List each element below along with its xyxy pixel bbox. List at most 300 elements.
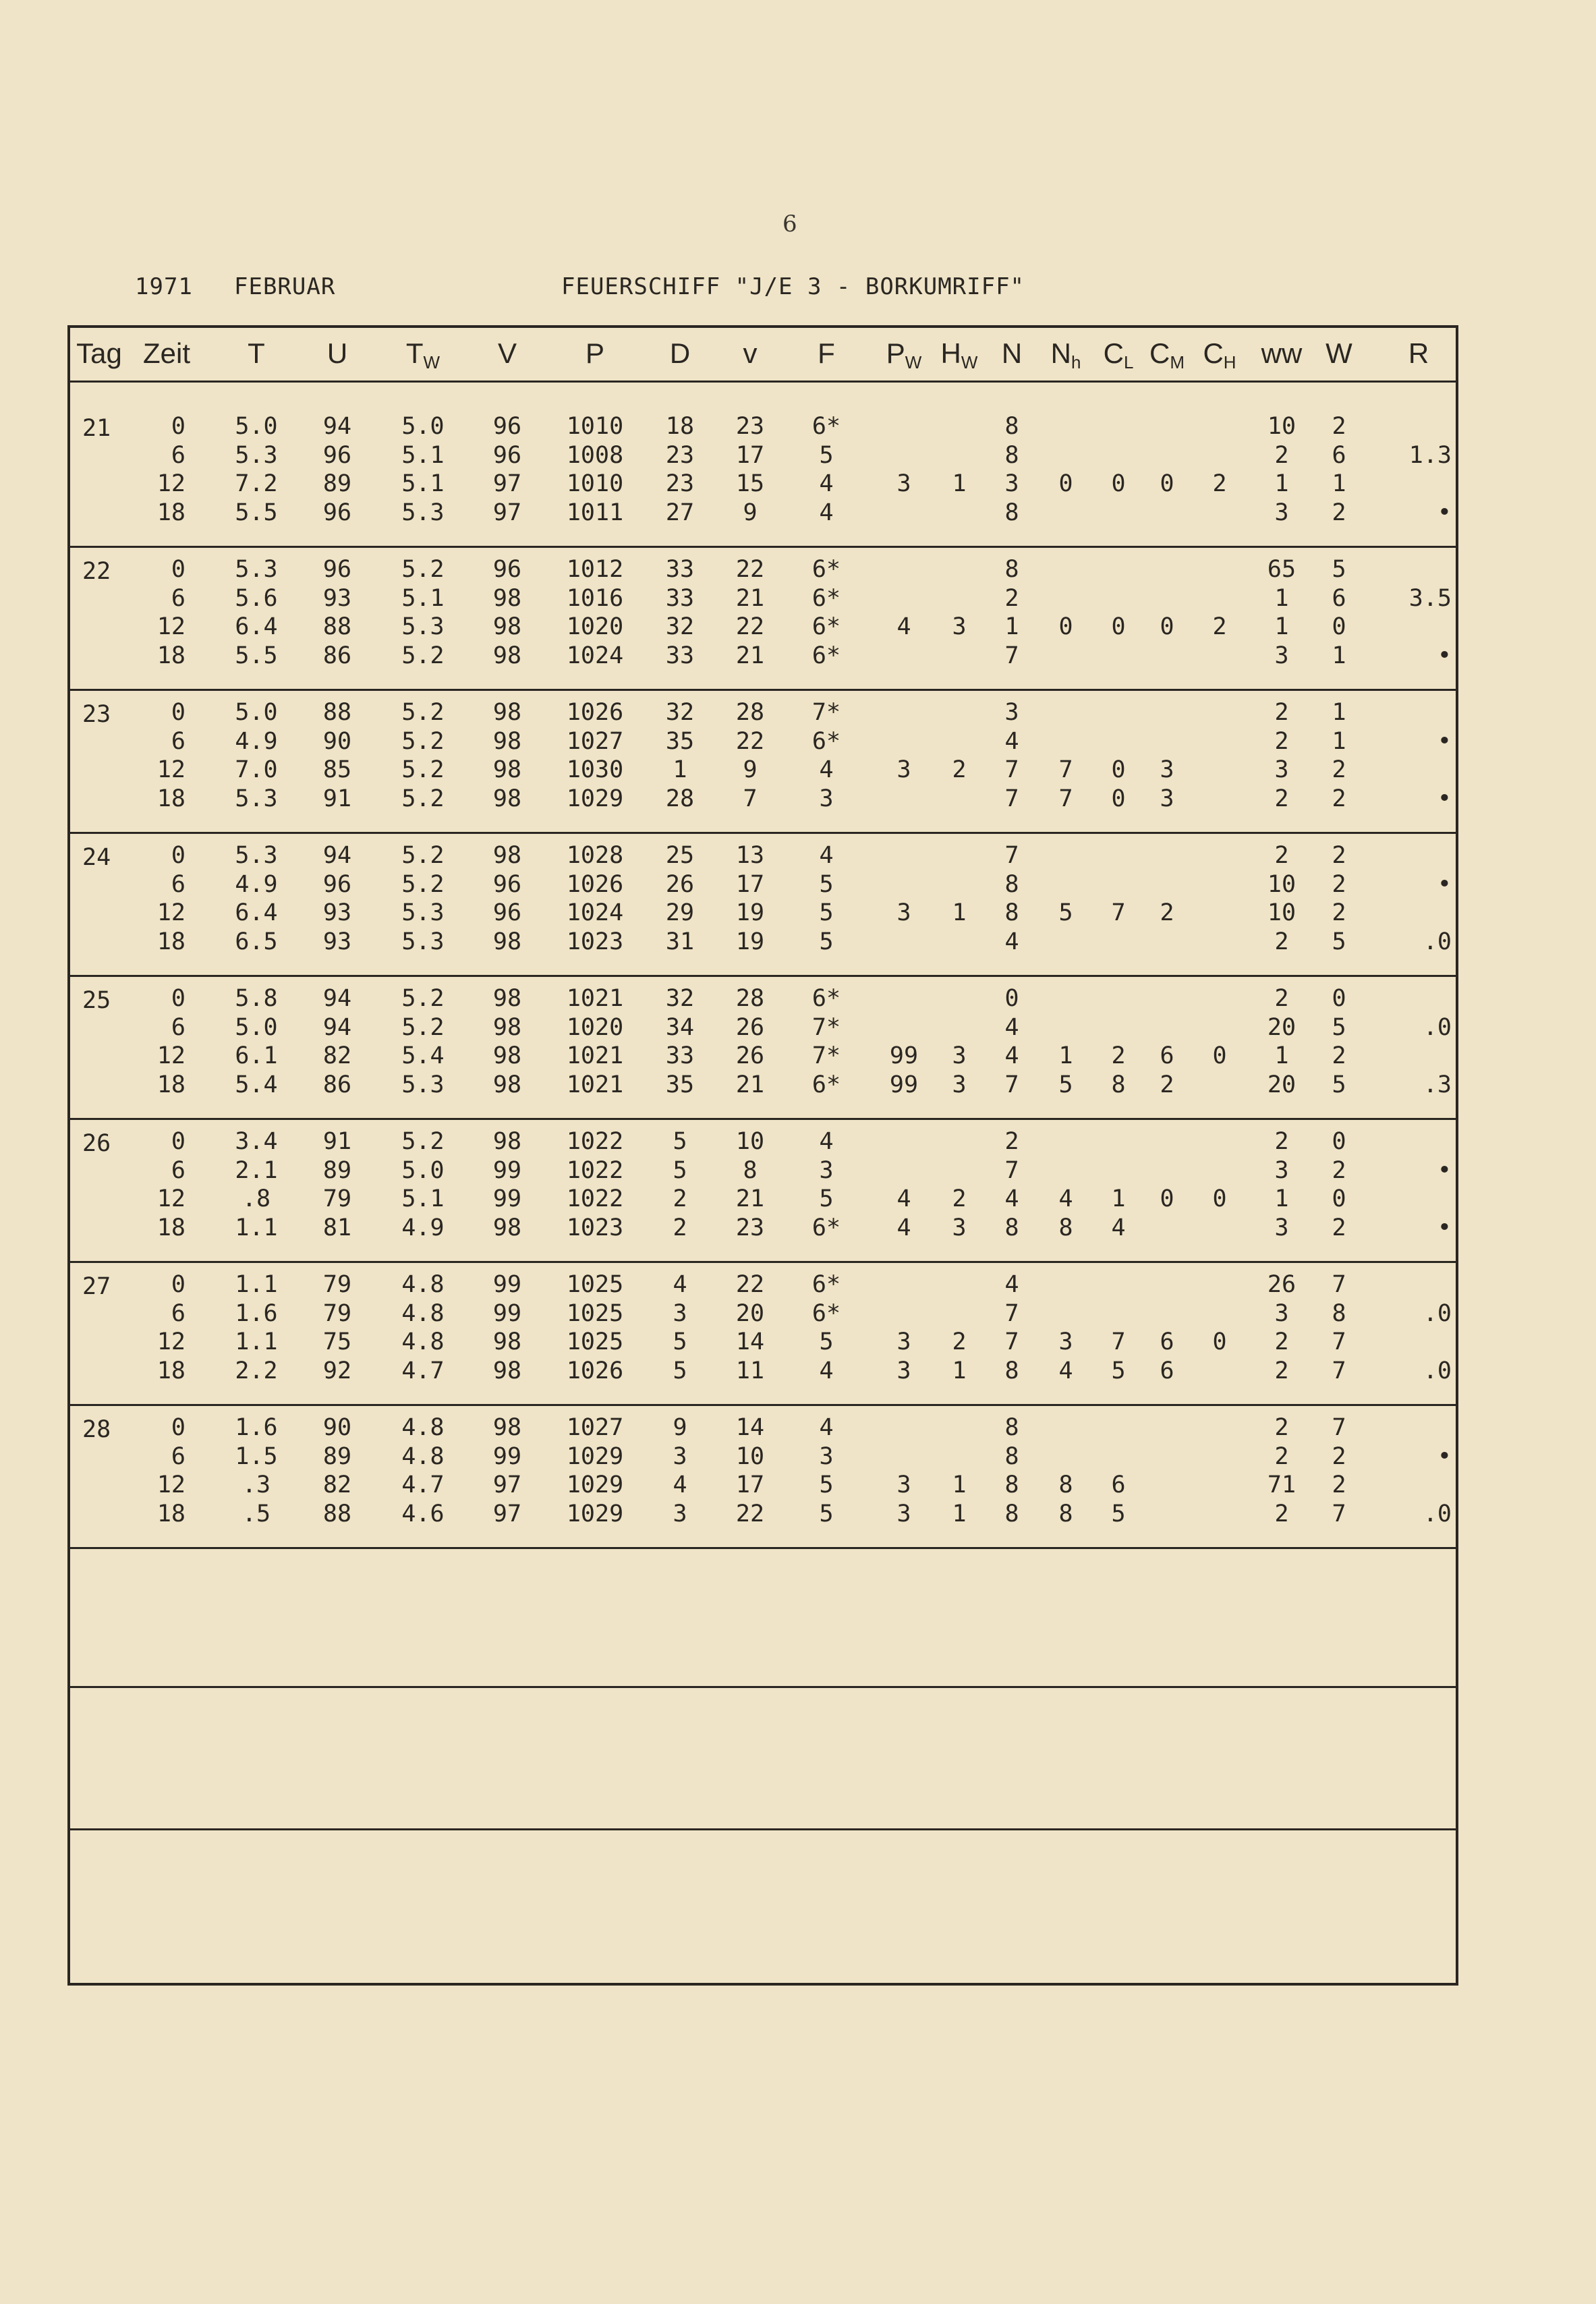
cell-ww: 1 <box>1274 584 1289 612</box>
day-tag: 25 <box>82 987 111 1014</box>
cell-d: 3 <box>673 1299 687 1327</box>
cell-u: 89 <box>322 470 352 497</box>
cell-ch: 0 <box>1212 1328 1227 1355</box>
cell-n: 8 <box>1004 1442 1019 1470</box>
cell-zeit: 0 <box>171 556 186 583</box>
cell-u: 79 <box>322 1271 352 1298</box>
cell-f: 5 <box>819 899 834 926</box>
cell-f: 4 <box>819 1128 834 1155</box>
cell-w: 2 <box>1332 1214 1346 1241</box>
cell-u: 81 <box>322 1214 352 1241</box>
cell-t: 5.5 <box>235 642 278 669</box>
cell-u: 90 <box>322 727 352 755</box>
column-header-ch <box>1203 337 1236 373</box>
cell-v: 99 <box>492 1156 522 1184</box>
cell-n: 8 <box>1004 1357 1019 1384</box>
header-year: 1971 <box>135 273 193 300</box>
cell-zeit: 6 <box>171 1156 186 1184</box>
cell-w: 1 <box>1332 699 1346 726</box>
day-divider <box>67 1118 1458 1120</box>
column-header-label: W <box>1326 337 1352 369</box>
cell-hw: 1 <box>952 1500 967 1527</box>
cell-d: 34 <box>665 1013 695 1041</box>
cell-ww: 2 <box>1274 928 1289 955</box>
cell-u: 93 <box>322 928 352 955</box>
cell-cm: 3 <box>1160 785 1174 812</box>
column-header-r <box>1408 337 1429 370</box>
cell-v: 98 <box>492 785 522 812</box>
column-header-n <box>1002 337 1022 370</box>
cell-hw: 2 <box>952 1185 967 1212</box>
column-header-label: F <box>818 337 835 369</box>
cell-p: 1020 <box>566 613 624 640</box>
cell-ww: 3 <box>1274 756 1289 783</box>
cell-d: 5 <box>673 1357 687 1384</box>
cell-p: 1012 <box>566 556 624 583</box>
cell-t: 7.2 <box>235 470 278 497</box>
cell-w: 5 <box>1332 1071 1346 1098</box>
cell-nh: 4 <box>1058 1357 1073 1384</box>
cell-n: 4 <box>1004 1185 1019 1212</box>
column-header-label: C <box>1103 337 1124 369</box>
cell-v: 8 <box>743 1156 758 1184</box>
cell-p: 1024 <box>566 899 624 926</box>
cell-zeit: 12 <box>156 899 186 926</box>
cell-w: 7 <box>1332 1357 1346 1384</box>
cell-ww: 2 <box>1274 1414 1289 1441</box>
cell-tw: 5.1 <box>401 584 445 612</box>
cell-v: 22 <box>735 727 765 755</box>
cell-tw: 5.2 <box>401 1128 445 1155</box>
cell-w: 2 <box>1332 842 1346 869</box>
column-header-t <box>248 337 265 370</box>
cell-w: 7 <box>1332 1271 1346 1298</box>
cell-tw: 5.0 <box>401 1156 445 1184</box>
cell-u: 88 <box>322 1500 352 1527</box>
cell-n: 8 <box>1004 1414 1019 1441</box>
cell-n: 7 <box>1004 642 1019 669</box>
header-month: FEBRUAR <box>234 273 336 300</box>
cell-ww: 1 <box>1274 470 1289 497</box>
cell-cm: 3 <box>1160 756 1174 783</box>
cell-p: 1022 <box>566 1185 624 1212</box>
cell-f: 5 <box>819 1185 834 1212</box>
cell-u: 91 <box>322 785 352 812</box>
cell-f: 6* <box>811 642 841 669</box>
cell-t: 1.1 <box>235 1328 278 1355</box>
cell-v: 21 <box>735 642 765 669</box>
column-header-subscript: M <box>1170 352 1185 372</box>
cell-n: 8 <box>1004 870 1019 898</box>
cell-pw: 3 <box>896 470 911 497</box>
cell-p: 1027 <box>566 727 624 755</box>
cell-r: • <box>1437 1442 1452 1470</box>
cell-zeit: 12 <box>156 1185 186 1212</box>
cell-f: 3 <box>819 1442 834 1470</box>
cell-pw: 99 <box>889 1071 919 1098</box>
cell-r: • <box>1437 499 1452 526</box>
cell-ww: 2 <box>1274 842 1289 869</box>
cell-u: 94 <box>322 842 352 869</box>
cell-u: 96 <box>322 870 352 898</box>
cell-w: 1 <box>1332 727 1346 755</box>
cell-v: 21 <box>735 1185 765 1212</box>
cell-u: 94 <box>322 413 352 440</box>
cell-tw: 5.0 <box>401 413 445 440</box>
column-header-label: P <box>585 337 605 369</box>
cell-n: 4 <box>1004 1042 1019 1069</box>
cell-d: 27 <box>665 499 695 526</box>
cell-n: 3 <box>1004 699 1019 726</box>
cell-v: 10 <box>735 1442 765 1470</box>
cell-w: 2 <box>1332 785 1346 812</box>
day-divider <box>67 689 1458 691</box>
cell-v: 22 <box>735 1271 765 1298</box>
cell-t: 5.3 <box>235 556 278 583</box>
cell-v: 99 <box>492 1271 522 1298</box>
column-header-label: T <box>248 337 265 369</box>
cell-d: 35 <box>665 727 695 755</box>
cell-u: 96 <box>322 499 352 526</box>
cell-hw: 3 <box>952 1214 967 1241</box>
cell-p: 1029 <box>566 785 624 812</box>
cell-p: 1029 <box>566 1471 624 1498</box>
cell-n: 1 <box>1004 613 1019 640</box>
cell-n: 8 <box>1004 1214 1019 1241</box>
cell-f: 4 <box>819 1357 834 1384</box>
cell-zeit: 12 <box>156 756 186 783</box>
cell-cl: 6 <box>1111 1471 1126 1498</box>
cell-tw: 5.2 <box>401 699 445 726</box>
column-header-subscript: h <box>1071 352 1081 372</box>
cell-r: 3.5 <box>1408 584 1452 612</box>
cell-ww: 2 <box>1274 1357 1289 1384</box>
cell-v: 26 <box>735 1042 765 1069</box>
header-divider <box>67 381 1458 383</box>
cell-u: 96 <box>322 441 352 469</box>
cell-cm: 6 <box>1160 1042 1174 1069</box>
cell-d: 23 <box>665 441 695 469</box>
cell-pw: 3 <box>896 756 911 783</box>
cell-d: 3 <box>673 1500 687 1527</box>
cell-p: 1021 <box>566 1071 624 1098</box>
cell-tw: 5.3 <box>401 928 445 955</box>
cell-n: 2 <box>1004 584 1019 612</box>
cell-v: 98 <box>492 1071 522 1098</box>
cell-ww: 2 <box>1274 785 1289 812</box>
cell-v: 98 <box>492 756 522 783</box>
cell-nh: 7 <box>1058 785 1073 812</box>
cell-cl: 5 <box>1111 1500 1126 1527</box>
column-header-label: Zeit <box>142 337 191 369</box>
cell-u: 88 <box>322 699 352 726</box>
column-header-label: R <box>1408 337 1429 369</box>
cell-w: 7 <box>1332 1328 1346 1355</box>
cell-ww: 3 <box>1274 499 1289 526</box>
cell-cm: 6 <box>1160 1328 1174 1355</box>
cell-w: 8 <box>1332 1299 1346 1327</box>
cell-d: 35 <box>665 1071 695 1098</box>
cell-p: 1020 <box>566 1013 624 1041</box>
cell-zeit: 0 <box>171 842 186 869</box>
cell-zeit: 18 <box>156 1500 186 1527</box>
cell-v: 98 <box>492 727 522 755</box>
cell-t: 6.4 <box>235 613 278 640</box>
cell-f: 5 <box>819 928 834 955</box>
cell-w: 7 <box>1332 1414 1346 1441</box>
cell-v: 14 <box>735 1414 765 1441</box>
cell-v: 17 <box>735 1471 765 1498</box>
cell-cm: 0 <box>1160 1185 1174 1212</box>
cell-r: • <box>1437 727 1452 755</box>
cell-f: 7* <box>811 699 841 726</box>
cell-r: .3 <box>1423 1071 1452 1098</box>
cell-f: 7* <box>811 1013 841 1041</box>
cell-p: 1027 <box>566 1414 624 1441</box>
header-ship-title: FEUERSCHIFF "J/E 3 - BORKUMRIFF" <box>561 273 1025 300</box>
cell-p: 1028 <box>566 842 624 869</box>
cell-w: 0 <box>1332 985 1346 1012</box>
cell-r: • <box>1437 870 1452 898</box>
cell-v: 21 <box>735 1071 765 1098</box>
day-tag: 22 <box>82 558 111 585</box>
cell-u: 86 <box>322 1071 352 1098</box>
cell-zeit: 0 <box>171 1271 186 1298</box>
cell-ww: 3 <box>1274 1214 1289 1241</box>
cell-t: 6.1 <box>235 1042 278 1069</box>
cell-d: 23 <box>665 470 695 497</box>
cell-n: 8 <box>1004 1471 1019 1498</box>
cell-zeit: 0 <box>171 985 186 1012</box>
cell-tw: 5.2 <box>401 985 445 1012</box>
cell-tw: 5.2 <box>401 727 445 755</box>
cell-ww: 26 <box>1267 1271 1296 1298</box>
day-tag: 27 <box>82 1273 111 1300</box>
cell-d: 33 <box>665 584 695 612</box>
cell-cm: 0 <box>1160 470 1174 497</box>
cell-u: 79 <box>322 1299 352 1327</box>
cell-v: 11 <box>735 1357 765 1384</box>
cell-cl: 0 <box>1111 613 1126 640</box>
column-header-label: T <box>405 337 424 369</box>
cell-v: 28 <box>735 985 765 1012</box>
cell-zeit: 6 <box>171 584 186 612</box>
cell-w: 5 <box>1332 928 1346 955</box>
cell-cl: 0 <box>1111 785 1126 812</box>
cell-t: 6.4 <box>235 899 278 926</box>
cell-t: 1.5 <box>235 1442 278 1470</box>
cell-tw: 4.8 <box>401 1328 445 1355</box>
cell-tw: 4.8 <box>401 1299 445 1327</box>
column-header-cm <box>1149 337 1185 373</box>
cell-v: 98 <box>492 1013 522 1041</box>
cell-v: 98 <box>492 1128 522 1155</box>
cell-zeit: 6 <box>171 441 186 469</box>
cell-w: 7 <box>1332 1500 1346 1527</box>
cell-v: 96 <box>492 441 522 469</box>
cell-w: 5 <box>1332 1013 1346 1041</box>
cell-w: 2 <box>1332 1442 1346 1470</box>
cell-t: 2.2 <box>235 1357 278 1384</box>
cell-f: 5 <box>819 1500 834 1527</box>
cell-d: 18 <box>665 413 695 440</box>
cell-nh: 8 <box>1058 1471 1073 1498</box>
cell-n: 7 <box>1004 785 1019 812</box>
cell-pw: 3 <box>896 1328 911 1355</box>
column-header-zeit <box>143 337 190 370</box>
cell-v: 99 <box>492 1185 522 1212</box>
cell-f: 6* <box>811 985 841 1012</box>
cell-n: 8 <box>1004 1500 1019 1527</box>
cell-n: 8 <box>1004 499 1019 526</box>
column-header-label: C <box>1203 337 1224 369</box>
column-header-label: ww <box>1261 337 1303 369</box>
cell-v: 99 <box>492 1442 522 1470</box>
cell-hw: 1 <box>952 1471 967 1498</box>
cell-v: 99 <box>492 1299 522 1327</box>
cell-u: 82 <box>322 1042 352 1069</box>
cell-u: 75 <box>322 1328 352 1355</box>
cell-t: 5.5 <box>235 499 278 526</box>
cell-ch: 2 <box>1212 613 1227 640</box>
day-divider <box>67 975 1458 977</box>
cell-v: 23 <box>735 1214 765 1241</box>
cell-t: 3.4 <box>235 1128 278 1155</box>
cell-zeit: 12 <box>156 470 186 497</box>
cell-nh: 8 <box>1058 1500 1073 1527</box>
cell-pw: 4 <box>896 1185 911 1212</box>
cell-ch: 0 <box>1212 1042 1227 1069</box>
cell-v: 22 <box>735 556 765 583</box>
cell-f: 6* <box>811 556 841 583</box>
cell-ch: 2 <box>1212 470 1227 497</box>
cell-d: 33 <box>665 556 695 583</box>
cell-tw: 4.8 <box>401 1271 445 1298</box>
cell-zeit: 6 <box>171 727 186 755</box>
cell-r: • <box>1437 785 1452 812</box>
cell-t: 5.0 <box>235 413 278 440</box>
cell-ww: 1 <box>1274 1185 1289 1212</box>
cell-zeit: 0 <box>171 413 186 440</box>
cell-zeit: 18 <box>156 928 186 955</box>
column-header-subscript: W <box>961 352 978 372</box>
cell-zeit: 18 <box>156 1357 186 1384</box>
cell-tw: 4.6 <box>401 1500 445 1527</box>
cell-ww: 1 <box>1274 613 1289 640</box>
cell-p: 1025 <box>566 1271 624 1298</box>
day-divider <box>67 832 1458 834</box>
cell-ww: 2 <box>1274 1128 1289 1155</box>
cell-p: 1030 <box>566 756 624 783</box>
cell-cm: 2 <box>1160 1071 1174 1098</box>
cell-tw: 4.8 <box>401 1414 445 1441</box>
cell-cm: 0 <box>1160 613 1174 640</box>
cell-w: 6 <box>1332 441 1346 469</box>
cell-v: 21 <box>735 584 765 612</box>
column-header-label: C <box>1149 337 1170 369</box>
cell-d: 5 <box>673 1156 687 1184</box>
cell-ww: 3 <box>1274 1156 1289 1184</box>
cell-n: 7 <box>1004 1299 1019 1327</box>
cell-tw: 5.2 <box>401 870 445 898</box>
cell-nh: 3 <box>1058 1328 1073 1355</box>
cell-v: 26 <box>735 1013 765 1041</box>
cell-n: 8 <box>1004 413 1019 440</box>
day-divider <box>67 1547 1458 1549</box>
cell-t: 5.3 <box>235 785 278 812</box>
day-divider <box>67 1404 1458 1406</box>
day-tag: 28 <box>82 1416 111 1443</box>
cell-v: 7 <box>743 785 758 812</box>
cell-tw: 5.1 <box>401 470 445 497</box>
cell-v: 98 <box>492 985 522 1012</box>
cell-d: 2 <box>673 1214 687 1241</box>
cell-w: 1 <box>1332 642 1346 669</box>
cell-zeit: 0 <box>171 699 186 726</box>
cell-v: 98 <box>492 699 522 726</box>
cell-d: 33 <box>665 642 695 669</box>
cell-v: 98 <box>492 584 522 612</box>
cell-ww: 2 <box>1274 1500 1289 1527</box>
cell-ww: 65 <box>1267 556 1296 583</box>
cell-w: 2 <box>1332 899 1346 926</box>
cell-ww: 3 <box>1274 1299 1289 1327</box>
cell-v: 14 <box>735 1328 765 1355</box>
cell-d: 32 <box>665 985 695 1012</box>
cell-p: 1025 <box>566 1299 624 1327</box>
cell-n: 7 <box>1004 1071 1019 1098</box>
cell-f: 6* <box>811 413 841 440</box>
cell-f: 5 <box>819 870 834 898</box>
cell-tw: 5.2 <box>401 756 445 783</box>
cell-cl: 0 <box>1111 470 1126 497</box>
cell-f: 6* <box>811 613 841 640</box>
cell-ww: 20 <box>1267 1071 1296 1098</box>
cell-v: 9 <box>743 499 758 526</box>
cell-ww: 2 <box>1274 441 1289 469</box>
cell-tw: 5.3 <box>401 1071 445 1098</box>
cell-u: 89 <box>322 1442 352 1470</box>
cell-u: 90 <box>322 1414 352 1441</box>
cell-cl: 8 <box>1111 1071 1126 1098</box>
cell-u: 86 <box>322 642 352 669</box>
cell-zeit: 18 <box>156 642 186 669</box>
cell-d: 29 <box>665 899 695 926</box>
cell-tw: 4.7 <box>401 1357 445 1384</box>
day-tag: 26 <box>82 1130 111 1157</box>
cell-w: 0 <box>1332 613 1346 640</box>
cell-v: 98 <box>492 928 522 955</box>
column-header-cl <box>1104 337 1134 373</box>
cell-t: 5.4 <box>235 1071 278 1098</box>
cell-zeit: 0 <box>171 1414 186 1441</box>
cell-cl: 7 <box>1111 899 1126 926</box>
cell-cl: 4 <box>1111 1214 1126 1241</box>
cell-zeit: 6 <box>171 1299 186 1327</box>
cell-pw: 3 <box>896 1357 911 1384</box>
cell-hw: 3 <box>952 613 967 640</box>
column-header-d <box>670 337 690 370</box>
cell-u: 92 <box>322 1357 352 1384</box>
cell-r: 1.3 <box>1408 441 1452 469</box>
cell-u: 96 <box>322 556 352 583</box>
cell-p: 1010 <box>566 413 624 440</box>
cell-v: 96 <box>492 556 522 583</box>
cell-tw: 4.7 <box>401 1471 445 1498</box>
column-header-subscript: W <box>423 352 440 372</box>
cell-w: 2 <box>1332 756 1346 783</box>
cell-v: 19 <box>735 928 765 955</box>
